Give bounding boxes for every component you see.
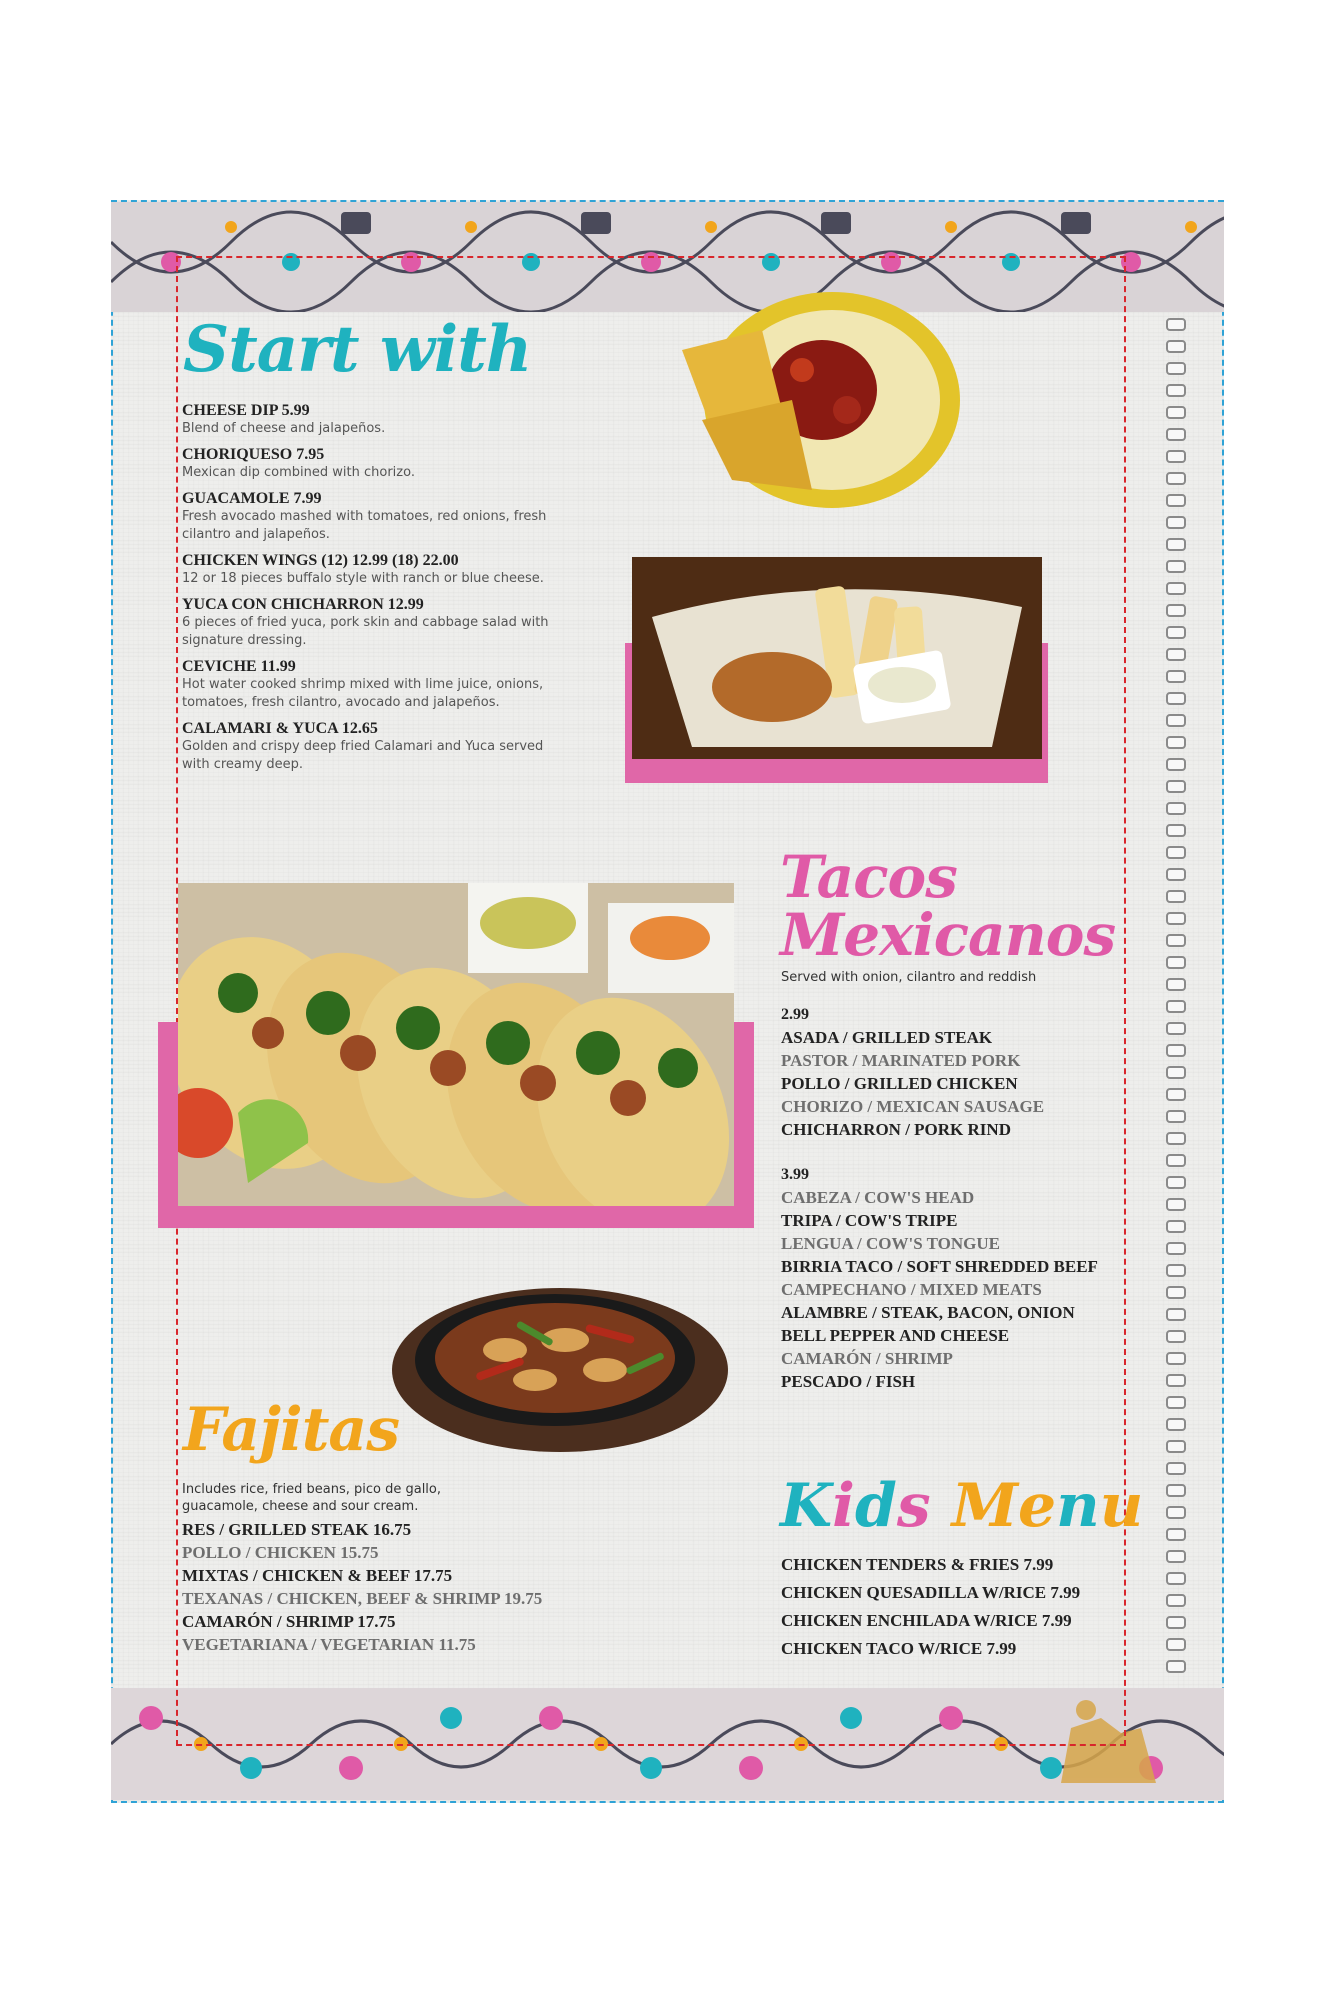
list-item: CHICHARRON / PORK RIND (781, 1120, 1011, 1139)
binding-ring (1166, 1594, 1186, 1607)
binding-ring (1166, 318, 1186, 331)
binding-ring (1166, 1000, 1186, 1013)
binding-ring (1166, 648, 1186, 661)
binding-ring (1166, 1154, 1186, 1167)
title-letter: i (832, 1471, 855, 1541)
binding-ring (1166, 582, 1186, 595)
binding-ring (1166, 1462, 1186, 1475)
item-description: 12 or 18 pieces buffalo style with ranch or blue cheese. (182, 571, 544, 586)
binding-ring (1166, 384, 1186, 397)
binding-ring (1166, 934, 1186, 947)
binding-ring (1166, 1440, 1186, 1453)
list-item: ASADA / GRILLED STEAK (781, 1028, 993, 1047)
item-description: Golden and crispy deep fried Calamari and Yuca served with creamy deep. (182, 739, 544, 772)
list-item: POLLO / GRILLED CHICKEN (781, 1074, 1018, 1093)
item-description: Fresh avocado mashed with tomatoes, red onions, fresh cilantro and jalapeños. (182, 509, 547, 542)
item-name: YUCA CON CHICHARRON 12.99 (182, 596, 424, 613)
binding-ring (1166, 1220, 1186, 1233)
binding-ring (1166, 1528, 1186, 1541)
binding-ring (1166, 1616, 1186, 1629)
binding-ring (1166, 494, 1186, 507)
list-item (182, 552, 602, 588)
binding-ring (1166, 450, 1186, 463)
binding-ring (1166, 978, 1186, 991)
binding-ring (1166, 1264, 1186, 1277)
binding-ring (1166, 758, 1186, 771)
title-letter: K (780, 1471, 833, 1541)
binding-ring (1166, 362, 1186, 375)
item-name: CHEESE DIP 5.99 (182, 402, 310, 419)
binding-ring (1166, 1330, 1186, 1343)
list-item: CHICKEN TACO W/RICE 7.99 (781, 1639, 1017, 1658)
binding-ring (1166, 1374, 1186, 1387)
list-item: TEXANAS / CHICKEN, BEEF & SHRIMP 19.75 (182, 1589, 543, 1608)
spiral-binding (1166, 318, 1188, 1693)
taco-price-group-2: 3.99 (781, 1166, 809, 1183)
binding-ring (1166, 406, 1186, 419)
list-item: BELL PEPPER AND CHEESE (781, 1326, 1010, 1345)
starters-list (182, 402, 602, 782)
title-letter: n (1056, 1471, 1100, 1541)
item-name: GUACAMOLE 7.99 (182, 490, 322, 507)
binding-ring (1166, 1198, 1186, 1211)
list-item (182, 658, 602, 712)
item-name: CEVICHE 11.99 (182, 658, 296, 675)
title-letter: u (1099, 1471, 1144, 1541)
binding-ring (1166, 604, 1186, 617)
binding-ring (1166, 516, 1186, 529)
item-description: Mexican dip combined with chorizo. (182, 465, 415, 480)
list-item: CAMPECHANO / MIXED MEATS (781, 1280, 1042, 1299)
section-title-fajitas: Fajitas (183, 1395, 400, 1465)
list-item: POLLO / CHICKEN 15.75 (182, 1543, 379, 1562)
list-item: CAMARÓN / SHRIMP (781, 1349, 953, 1368)
binding-ring (1166, 1066, 1186, 1079)
list-item: CABEZA / COW'S HEAD (781, 1188, 975, 1207)
kids-list (781, 1551, 1080, 1663)
binding-ring (1166, 428, 1186, 441)
section-title-tacos (780, 843, 1116, 969)
binding-ring (1166, 780, 1186, 793)
binding-ring (1166, 1418, 1186, 1431)
section-title-kids (780, 1471, 1144, 1541)
list-item: MIXTAS / CHICKEN & BEEF 17.75 (182, 1566, 453, 1585)
title-line: Tacos (780, 843, 957, 911)
fajitas-photo (385, 1270, 735, 1460)
list-item: PESCADO / FISH (781, 1372, 916, 1391)
binding-ring (1166, 626, 1186, 639)
list-item: BIRRIA TACO / SOFT SHREDDED BEEF (781, 1257, 1098, 1276)
taco-list-group-2 (781, 1186, 1111, 1393)
fajitas-note: Includes rice, fried beans, pico de gallo, guacamole, cheese and sour cream. (182, 1482, 442, 1514)
title-letter: s (896, 1471, 931, 1541)
list-item: CHORIZO / MEXICAN SAUSAGE (781, 1097, 1045, 1116)
list-item: TRIPA / COW'S TRIPE (781, 1211, 958, 1230)
binding-ring (1166, 692, 1186, 705)
binding-ring (1166, 1110, 1186, 1123)
binding-ring (1166, 1572, 1186, 1585)
binding-ring (1166, 1396, 1186, 1409)
section-title-start: Start with (183, 312, 532, 387)
binding-ring (1166, 1638, 1186, 1651)
title-letter: Me (951, 1471, 1057, 1541)
list-item (182, 720, 602, 774)
list-item: CHICKEN TENDERS & FRIES 7.99 (781, 1555, 1054, 1574)
tacos-note: Served with onion, cilantro and reddish (781, 970, 1037, 985)
binding-ring (1166, 1550, 1186, 1563)
binding-ring (1166, 890, 1186, 903)
binding-ring (1166, 670, 1186, 683)
binding-ring (1166, 1022, 1186, 1035)
list-item: CHICKEN QUESADILLA W/RICE 7.99 (781, 1583, 1081, 1602)
cheese-dip-photo (672, 290, 972, 530)
list-item (182, 490, 602, 544)
binding-ring (1166, 802, 1186, 815)
binding-ring (1166, 1660, 1186, 1673)
yuca-chicharron-photo (632, 557, 1042, 759)
binding-ring (1166, 1242, 1186, 1255)
binding-ring (1166, 1088, 1186, 1101)
item-description: Blend of cheese and jalapeños. (182, 421, 386, 436)
binding-ring (1166, 846, 1186, 859)
list-item (182, 446, 602, 482)
binding-ring (1166, 538, 1186, 551)
list-item (182, 402, 602, 438)
taco-list-group-1 (781, 1026, 1111, 1141)
item-name: CHICKEN WINGS (12) 12.99 (18) 22.00 (182, 552, 459, 569)
item-name: CHORIQUESO 7.95 (182, 446, 325, 463)
list-item: LENGUA / COW'S TONGUE (781, 1234, 1001, 1253)
binding-ring (1166, 1352, 1186, 1365)
list-item: VEGETARIANA / VEGETARIAN 11.75 (182, 1635, 476, 1654)
list-item: ALAMBRE / STEAK, BACON, ONION (781, 1303, 1075, 1322)
tacos-photo (178, 883, 734, 1206)
item-name: CALAMARI & YUCA 12.65 (182, 720, 378, 737)
binding-ring (1166, 1308, 1186, 1321)
title-line: Mexicanos (780, 901, 1116, 969)
fajitas-list (182, 1518, 542, 1656)
binding-ring (1166, 714, 1186, 727)
binding-ring (1166, 824, 1186, 837)
binding-ring (1166, 1286, 1186, 1299)
list-item (182, 596, 602, 650)
list-item: CAMARÓN / SHRIMP 17.75 (182, 1612, 396, 1631)
binding-ring (1166, 340, 1186, 353)
binding-ring (1166, 560, 1186, 573)
binding-ring (1166, 736, 1186, 749)
taco-price-group-1: 2.99 (781, 1006, 809, 1023)
binding-ring (1166, 1132, 1186, 1145)
list-item: PASTOR / MARINATED PORK (781, 1051, 1021, 1070)
binding-ring (1166, 1506, 1186, 1519)
binding-ring (1166, 912, 1186, 925)
binding-ring (1166, 1176, 1186, 1189)
list-item: RES / GRILLED STEAK 16.75 (182, 1520, 412, 1539)
binding-ring (1166, 1484, 1186, 1497)
item-description: Hot water cooked shrimp mixed with lime juice, onions, tomatoes, fresh cilantro, avocado and jalapeños. (182, 677, 544, 710)
list-item: CHICKEN ENCHILADA W/RICE 7.99 (781, 1611, 1072, 1630)
binding-ring (1166, 956, 1186, 969)
title-letter: d (854, 1471, 897, 1541)
item-description: 6 pieces of fried yuca, pork skin and cabbage salad with signature dressing. (182, 615, 549, 648)
binding-ring (1166, 1044, 1186, 1057)
binding-ring (1166, 472, 1186, 485)
binding-ring (1166, 868, 1186, 881)
